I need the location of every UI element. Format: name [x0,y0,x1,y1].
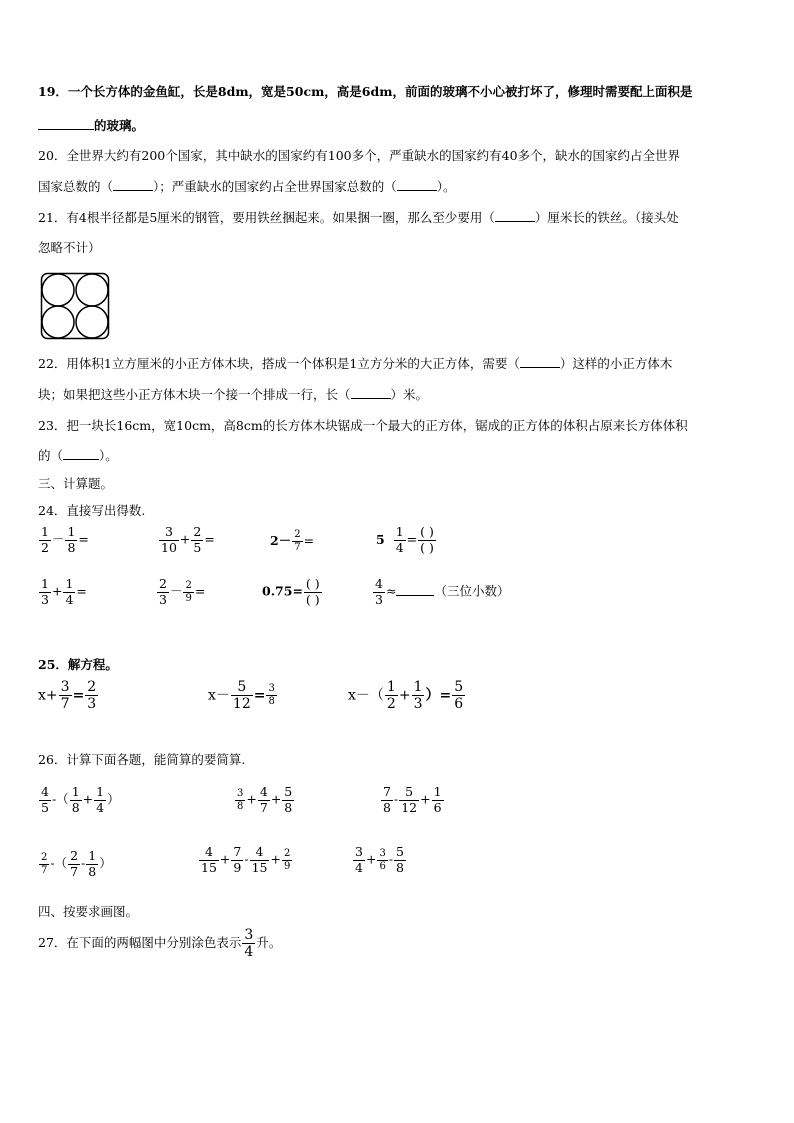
q22-line2: 块；如果把这些小正方体木块一个接一个排成一行，长（ ）米。 [38,387,429,402]
q25-equation-2: x－ $\frac{5}{12}$ = $\frac{3}{8}$ [208,679,275,712]
q26-title: 26．计算下面各题，能简算的要简算. [38,752,246,767]
answer-blank[interactable] [113,178,153,191]
q24-item-7: 0.75= $\frac{( )}{( )}$ [262,576,320,607]
q26-problem-6: $\frac{3}{4}$ + $\frac{3}{6}$ - $\frac{5}{8}$ [355,844,404,875]
q24-item-4: 5 $\frac{1}{4}$ = $\frac{( )}{( )}$ [376,524,434,555]
q27-line: 27．在下面的两幅图中分别涂色表示 $\frac{3}{4}$ 升。 [38,927,282,960]
q19-line2: 的玻璃。 [38,116,144,134]
q24-item-2: $\frac{3}{10}$ + $\frac{2}{5}$ = [161,524,215,555]
q24-item-8: $\frac{4}{3}$ ≈ （三位小数） [375,576,510,607]
q21-line1: 21．有4根半径都是5厘米的钢管，要用铁丝捆起来。如果捆一圈，那么至少要用（ ）厘米长的铁丝。（接头处 [38,210,679,225]
section-4-heading: 四、按要求画图。 [38,904,139,919]
answer-blank[interactable] [396,583,434,596]
q24-item-5: $\frac{1}{3}$ + $\frac{1}{4}$ = [41,576,87,607]
q26-problem-5: $\frac{4}{15}$ + $\frac{7}{9}$ - $\frac{4}{15}$ + $\frac{2}{9}$ [201,844,291,875]
q21-line2: 忽略不计） [38,240,101,255]
q26-problem-4: $\frac{2}{7}$ -（ $\frac{2}{7}$ - $\frac{1}{8}$ ） [41,848,112,879]
q24-title: 24．直接写出得数. [38,503,146,518]
answer-blank[interactable] [38,117,94,130]
q24-item-6: $\frac{2}{3}$ － $\frac{2}{9}$ = [159,576,206,607]
q20-line2: 国家总数的（ ）；严重缺水的国家约占全世界国家总数的（ ）。 [38,179,456,194]
q25-equation-1: x+ $\frac{3}{7}$ = $\frac{2}{3}$ [38,679,97,712]
answer-blank[interactable] [495,209,535,222]
q26-problem-2: $\frac{3}{8}$ + $\frac{4}{7}$ + $\frac{5}{8}$ [237,784,293,815]
answer-blank[interactable] [520,355,560,368]
q19-line1: 19．一个长方体的金鱼缸，长是8dm，宽是50cm，高是6dm，前面的玻璃不小心被打坏了，修理时需要配上面积是 [38,84,693,99]
answer-blank[interactable] [351,386,391,399]
q25-equation-3: x－（ $\frac{1}{2}$ + $\frac{1}{3}$ ）= $\frac{5}{6}$ [348,679,464,712]
q24-item-3: 2－ $\frac{2}{7}$ = [270,529,315,553]
q26-problem-3: $\frac{7}{8}$ - $\frac{5}{12}$ + $\frac{1}{6}$ [383,784,442,815]
q20-line1: 20．全世界大约有200个国家，其中缺水的国家约有100多个，严重缺水的国家约有40多个，缺水的国家约占全世界 [38,148,681,163]
answer-blank[interactable] [397,178,437,191]
answer-blank[interactable] [63,447,99,460]
q22-line1: 22．用体积1立方厘米的小正方体木块，搭成一个体积是1立方分米的大正方体，需要（ ）这样的小正方体木 [38,356,673,371]
answer-fraction-blank[interactable]: $\frac{( )}{( )}$ [420,524,434,555]
q25-title: 25．解方程。 [38,657,118,672]
q23-line2: 的（ ）。 [38,448,118,463]
section-3-heading: 三、计算题。 [38,476,114,491]
q24-item-1: $\frac{1}{2}$ － $\frac{1}{8}$ = [41,524,89,555]
four-pipes-figure [40,272,110,340]
q26-problem-1: $\frac{4}{5}$ -（ $\frac{1}{8}$ + $\frac{1}{4}$ ） [41,784,120,815]
q23-line1: 23．把一块长16cm，宽10cm，高8cm的长方体木块锯成一个最大的正方体，锯成的正方体的体积占原来长方体体积 [38,418,688,433]
answer-fraction-blank[interactable]: $\frac{( )}{( )}$ [305,576,320,607]
